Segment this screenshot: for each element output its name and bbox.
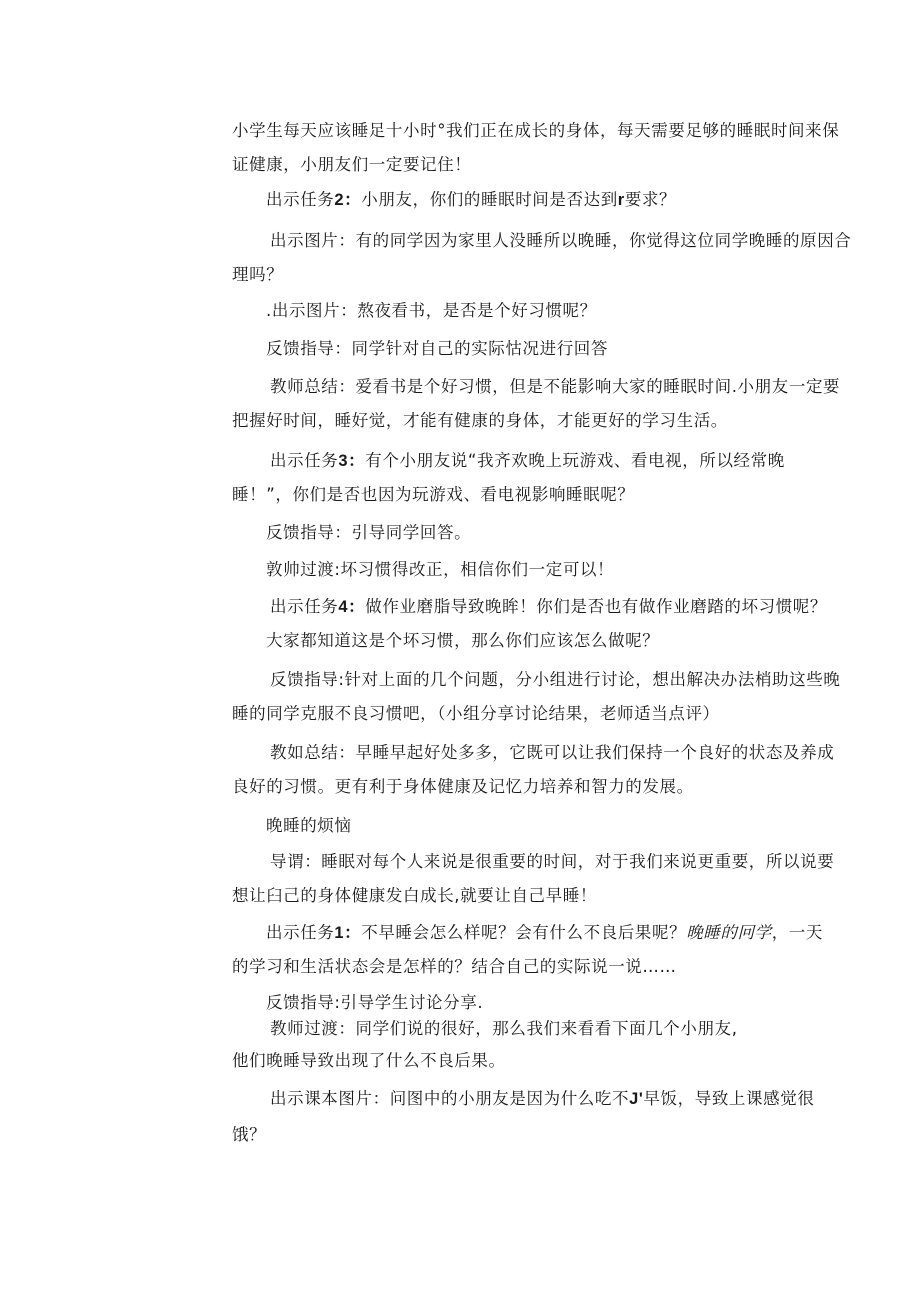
paragraph-line: 敦帅过渡:坏习惯得改正，相信你们一定可以！ [266,560,615,579]
paragraph-line: 反馈指导：同学针对自己的实际怙况进行回答 [266,339,608,358]
paragraph-line: 他们晚睡导致出现了什么不良后果。 [232,1051,506,1070]
task-label: 出示任务 [266,190,335,209]
paragraph-line: 理吗？ [232,265,284,284]
paragraph-line: 教师过渡：同学们说的很好，那么我们来看看下面几个小朋友, [270,1019,738,1038]
task-number: 4： [338,598,366,616]
paragraph-line: 导谓：睡眠对每个人来说是很重要的时间，对于我们来说更重要，所以说要 [270,852,835,871]
paragraph-line: 反馈指导：引导同学回答。 [266,523,472,542]
paragraph-line: 饿？ [232,1125,267,1144]
paragraph-line: 大家都知道这是个坏习惯，那么你们应该怎么做呢？ [266,631,660,650]
task-text: 做作业磨脂导致晚眸！你们是否也有做作业磨踏的坏习惯呢？ [365,597,827,616]
task-number: 1： [334,924,362,942]
italic-phrase: 晚睡的冋学 [686,923,772,942]
task-label: 出示任务 [266,923,335,942]
task-line [266,922,823,944]
paragraph-line: 反馈指导:针对上面的几个问题，分小组进行讨论，想出解决办法梢助这些晚 [270,670,841,689]
paragraph-line: 良好的习惯。更有利于身体健康及记忆力培养和智力的发展。 [232,777,694,796]
paragraph-line: .出示图片：熬夜看书，是否是个好习惯呢？ [266,301,597,320]
task-number: 3： [338,452,366,470]
ocr-artifact: r [617,191,625,209]
task-text: 不早睡会怎么样呢？会有什么不良后果呢？ [361,923,687,942]
paragraph-line: 反馈指导:引导学生讨论分享. [266,993,484,1012]
paragraph-line: 小学生每天应该睡足十小时°我们正在成长的身体，每天需要足够的睡眠时间来保 [232,121,840,140]
section-heading: 晚睡的烦恼 [266,816,352,835]
task-number: 2： [334,191,362,209]
paragraph-line: 把握好时间，睡好觉，才能有健康的身体，才能更好的学习生活。 [232,411,728,430]
task-text-end: ，一天 [771,923,824,942]
paragraph-line: 教如总结：早睡早起好处多多，它既可以让我们保持一个良好的状态及养成 [270,743,835,762]
paragraph-line: 出示图片：有的同学因为家里人没睡所以晚睡，你觉得这位同学晚睡的原因合 [270,231,852,250]
paragraph-line: 证健康，小朋友们一定要记住！ [232,155,472,174]
task-line [270,1088,814,1110]
paragraph-line: 的学习和生活状态会是怎样的？结合自己的实际说一说…… [232,957,677,976]
task-line [270,596,827,618]
paragraph-line: 睡！”，你们是否也因为玩游戏、看电视影响睡眠呢？ [232,485,635,504]
paragraph-line: 想让臼己的身体健康发白成长,就要让自己早睡！ [232,886,597,905]
task-text: 出示课本图片：问图中的小朋友是因为什么吃不 [270,1089,630,1108]
task-line [266,189,676,211]
task-label: 出示任务 [270,451,339,470]
task-text-end: 要求？ [624,190,677,209]
paragraph-line: 教师总结：爱看书是个好习惯，但是不能影响大家的睡眠时间.小朋友一定要 [270,377,841,396]
task-line [270,450,785,472]
task-text: 有个小朋友说“我齐欢晚上玩游戏、看电视，所以经常晚 [365,451,785,470]
task-label: 出示任务 [270,597,339,616]
task-text: 小朋友，你们的睡眠时间是否达到 [361,190,618,209]
ocr-artifact: J' [629,1090,644,1108]
task-text-end: 早饭，导致上课感觉很 [643,1089,815,1108]
paragraph-line: 睡的同学克服不良习惯吧，（小组分享讨论结果，老师适当点评） [232,704,720,723]
